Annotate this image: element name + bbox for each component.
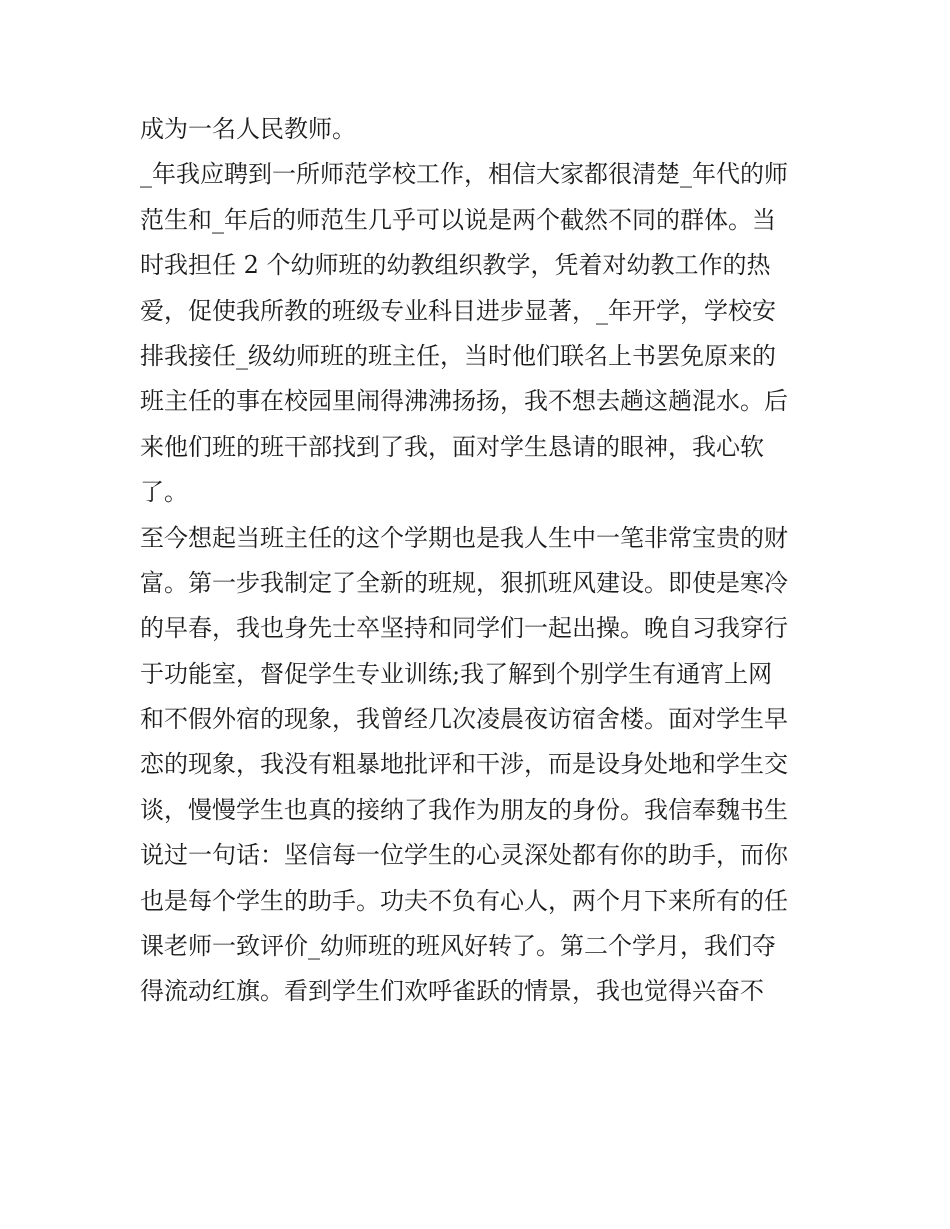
text-line: 时我担任 2 个幼师班的幼教组织教学，凭着对幼教工作的热	[140, 251, 771, 280]
text-line: 也是每个学生的助手。功夫不负有心人，两个月下来所有的任	[140, 886, 788, 915]
text-line: 范生和_年后的师范生几乎可以说是两个截然不同的群体。当	[140, 205, 776, 234]
text-line: 爱，促使我所教的班级专业科目进步显著，_年开学，学校安	[140, 296, 776, 325]
body-text	[140, 107, 820, 1015]
text-line: _年我应聘到一所师范学校工作，相信大家都很清楚_年代的师	[140, 160, 788, 189]
text-line: 成为一名人民教师。	[140, 115, 356, 143]
text-line: 恋的现象，我没有粗暴地批评和干涉，而是设身处地和学生交	[140, 750, 788, 779]
text-line: 谈，慢慢学生也真的接纳了我作为朋友的身份。我信奉魏书生	[140, 795, 788, 824]
text-line: 班主任的事在校园里闹得沸沸扬扬，我不想去趟这趟混水。后	[140, 387, 788, 416]
text-line: 得流动红旗。看到学生们欢呼雀跃的情景，我也觉得兴奋不	[140, 977, 764, 1006]
text-line: 和不假外宿的现象，我曾经几次凌晨夜访宿舍楼。面对学生早	[140, 705, 788, 734]
text-line: 说过一句话：坚信每一位学生的心灵深处都有你的助手，而你	[140, 841, 788, 870]
text-line: 排我接任_级幼师班的班主任，当时他们联名上书罢免原来的	[140, 341, 776, 370]
text-line: 课老师一致评价_幼师班的班风好转了。第二个学月，我们夺	[140, 932, 776, 961]
text-line: 于功能室，督促学生专业训练;我了解到个别学生有通宵上网	[140, 659, 773, 688]
text-line: 的早春，我也身先士卒坚持和同学们一起出操。晚自习我穿行	[140, 614, 788, 643]
text-line: 来他们班的班干部找到了我，面对学生恳请的眼神，我心软	[140, 432, 764, 461]
text-line: 富。第一步我制定了全新的班规，狠抓班风建设。即使是寒冷	[140, 568, 788, 597]
text-line: 了。	[140, 478, 188, 507]
text-line: 至今想起当班主任的这个学期也是我人生中一笔非常宝贵的财	[140, 523, 788, 552]
